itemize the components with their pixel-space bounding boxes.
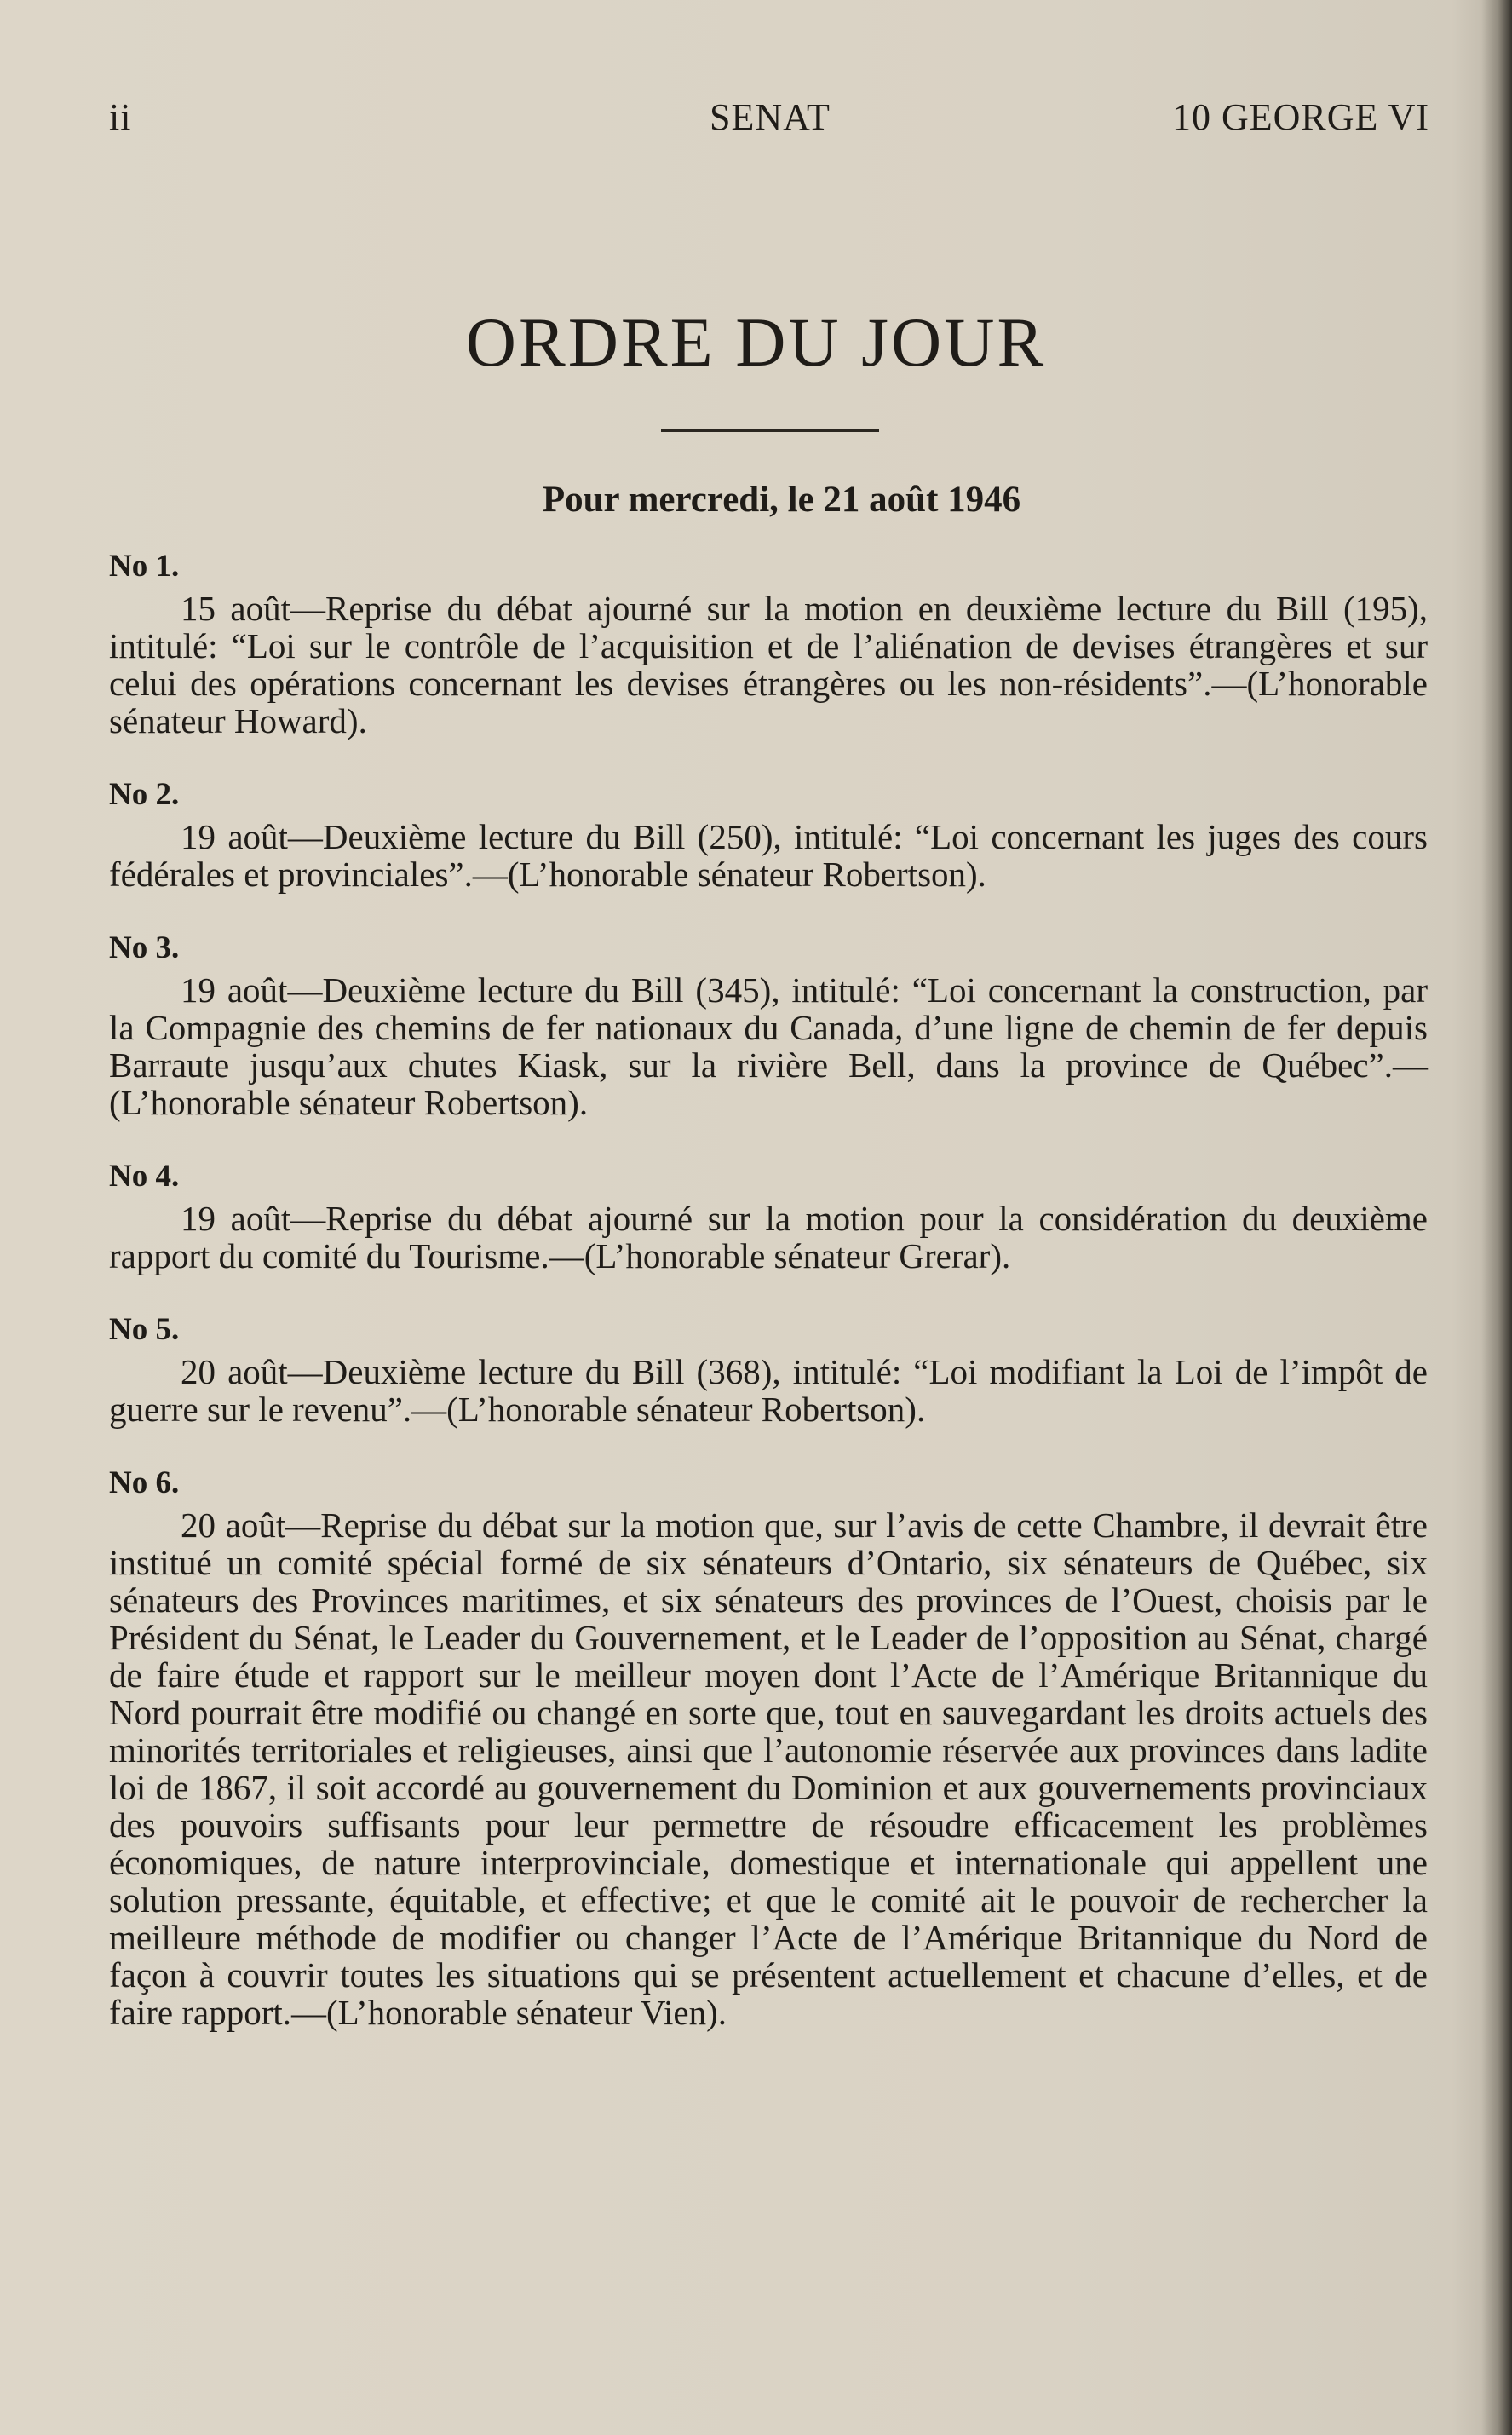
item-text: 19 août—Deuxième lecture du Bill (345), intitulé: “Loi concernant la construction, par la Compagnie des chemins de fer nationaux du Canada, d’une ligne de chemin de fer depuis Barraute jusqu’aux chutes Kiask, sur la rivière Bell, dans la province de Québec”.—(L’honorable sénateur Robertson). xyxy=(109,970,1428,1122)
item-text: 20 août—Reprise du débat sur la motion que, sur l’avis de cette Chambre, il devrait être institué un comité spécial formé de six sénateurs d’Ontario, six sénateurs de Québec, six sénateurs des Provinces maritimes, et six sénateurs des provinces de l’Ouest, choisis par le Président du Sénat, le Leader du Gouvernement, et le Leader de l’opposition au Sénat, chargé de faire étude et rapport sur le meilleur moyen dont l’Acte de l’Amérique Britannique du Nord pourrait être modifié ou changé en sorte que, tout en sauvegardant les droits actuels des minorités territoriales et religieuses, ainsi que l’autonomie réservée aux provinces dans ladite loi de 1867, il soit accordé au gouvernement du Dominion et aux gouvernements provinciaux des pouvoirs suffisants pour leur permettre de résoudre efficacement les problèmes économiques, de nature interprovinciale, domestique et internationale qui appellent une solution pressante, équitable, et effective; et que le comité ait le pouvoir de rechercher la meilleure méthode de modifier ou changer l’Acte de l’Amérique Britannique du Nord de façon à couvrir toutes les situations qui se présentent actuellement et chacune d’elles, et de faire rapport.—(L’honorable sénateur Vien). xyxy=(109,1505,1428,2032)
item-text: 20 août—Deuxième lecture du Bill (368), intitulé: “Loi modifiant la Loi de l’impôt de guerre sur le revenu”.—(L’honorable sénateur Robertson). xyxy=(109,1352,1428,1429)
item-number: No 3. xyxy=(109,930,180,965)
item-number: No 4. xyxy=(109,1159,180,1194)
order-item-2 xyxy=(109,774,1428,893)
header-senat: SENAT xyxy=(710,96,831,138)
item-number: No 2. xyxy=(109,777,180,812)
order-item-4 xyxy=(109,1155,1428,1275)
date-heading: Pour mercredi, le 21 août 1946 xyxy=(542,480,1021,520)
item-number: No 1. xyxy=(109,549,180,584)
running-header xyxy=(109,95,1429,147)
item-number: No 6. xyxy=(109,1465,180,1500)
page-number: ii xyxy=(109,96,132,138)
item-text: 19 août—Reprise du débat ajourné sur la motion pour la considération du deuxième rapport du comité du Tourisme.—(L’honorable sénateur Grerar). xyxy=(109,1199,1428,1275)
order-item-1 xyxy=(109,545,1428,740)
item-number: No 5. xyxy=(109,1312,180,1347)
order-item-6 xyxy=(109,1462,1428,2031)
item-text: 19 août—Deuxième lecture du Bill (250), intitulé: “Loi concernant les juges des cours fédérales et provinciales”.—(L’honorable sénateur Robertson). xyxy=(109,817,1428,894)
title-divider xyxy=(661,429,879,432)
order-item-3 xyxy=(109,927,1428,1121)
page-title: ORDRE DU JOUR xyxy=(465,303,1047,381)
header-regnal-year: 10 GEORGE VI xyxy=(1171,96,1429,138)
order-items xyxy=(109,545,1428,2065)
item-text: 15 août—Reprise du débat ajourné sur la motion en deuxième lecture du Bill (195), intitulé: “Loi sur le contrôle de l’acquisition et de l’aliénation de devises étrangères et sur celui des opérations concernant les devises étrangères ou les non-résidents”.—(L’honorable sénateur Howard). xyxy=(109,589,1428,740)
order-item-5 xyxy=(109,1309,1428,1428)
